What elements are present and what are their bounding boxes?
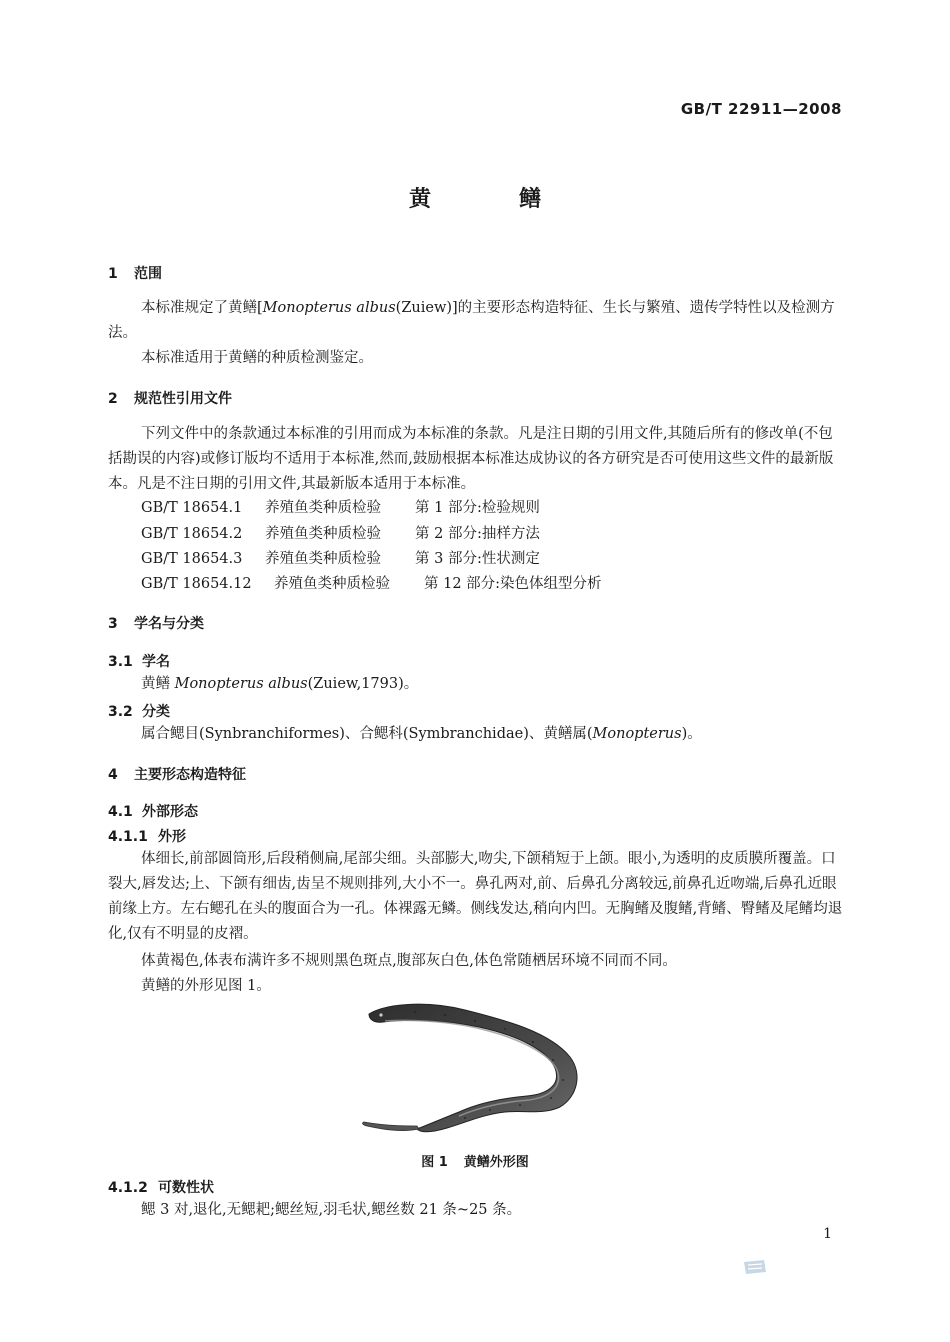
title-char-2: 鳝 xyxy=(519,187,542,212)
section-1-heading: 1 范围 xyxy=(108,266,162,282)
section-2-heading: 2 规范性引用文件 xyxy=(108,391,232,407)
section-3-2-heading: 3.2 分类 xyxy=(108,704,170,720)
eel-eye xyxy=(379,1013,382,1016)
eel-head xyxy=(369,1004,577,1132)
section-4-1-1-paragraph-3: 黄鳝的外形见图 1。 xyxy=(141,978,271,994)
section-1-paragraph-2: 本标准适用于黄鳝的种质检测鉴定。 xyxy=(141,350,373,366)
eel-figure xyxy=(355,1002,595,1137)
reference-item: GB/T 18654.3 养殖鱼类种质检验 第 3 部分:性状测定 xyxy=(141,551,540,567)
section-3-2-text: 属合鳃目(Synbranchiformes)、合鳃科(Symbranchidae)、黄鳝属(Monopterus)。 xyxy=(141,726,702,742)
section-4-1-2-paragraph-1: 鳃 3 对,退化,无鳃耙;鳃丝短,羽毛状,鳃丝数 21 条~25 条。 xyxy=(141,1202,522,1218)
section-4-heading: 4 主要形态构造特征 xyxy=(108,767,246,783)
section-3-heading: 3 学名与分类 xyxy=(108,616,204,632)
section-4-1-1-heading: 4.1.1 外形 xyxy=(108,829,186,845)
scientific-name: Monopterus albus xyxy=(174,676,308,692)
standard-code: GB/T 22911—2008 xyxy=(680,100,842,118)
document-title xyxy=(0,182,950,213)
title-char-1: 黄 xyxy=(408,187,431,212)
section-4-1-1-paragraph-1: 体细长,前部圆筒形,后段稍侧扁,尾部尖细。头部膨大,吻尖,下颌稍短于上颌。眼小,为透明的皮质膜所覆盖。口裂大,唇发达;上、下颌有细齿,齿呈不规则排列,大小不一。鼻孔两对,前、后鼻孔分离较远,前鼻孔近吻端,后鼻孔近眼前缘上方。左右鳃孔在头的腹面合为一孔。体裸露无鳞。侧线发达,稍向内凹。无胸鳍及腹鳍,背鳍、臀鳍及尾鳍均退化,仅有不明显的皮褶。 xyxy=(108,851,843,942)
section-3-1-heading: 3.1 学名 xyxy=(108,654,170,670)
scientific-name: Monopterus albus xyxy=(262,300,396,316)
section-2-paragraph-1: 下列文件中的条款通过本标准的引用而成为本标准的条款。凡是注日期的引用文件,其随后所有的修改单(不包括勘误的内容)或修订版均不适用于本标准,然而,鼓励根据本标准达成协议的各方研究是否可使用这些文件的最新版本。凡是不注日期的引用文件,其最新版本适用于本标准。 xyxy=(108,426,834,492)
scientific-name: Monopterus xyxy=(592,726,682,742)
figure-caption: 图 1 黄鳝外形图 xyxy=(421,1155,529,1170)
section-1-paragraph-1: 本标准规定了黄鳝[Monopterus albus(Zuiew)]的主要形态构造特征、生长与繁殖、遗传学特性以及检测方法。 xyxy=(108,300,835,341)
watermark-logo-icon xyxy=(742,1258,768,1276)
section-4-1-2-heading: 4.1.2 可数性状 xyxy=(108,1180,214,1196)
reference-item: GB/T 18654.1 养殖鱼类种质检验 第 1 部分:检验规则 xyxy=(141,500,540,516)
page-number: 1 xyxy=(823,1226,832,1242)
section-4-1-1-paragraph-2: 体黄褐色,体表布满许多不规则黑色斑点,腹部灰白色,体色常随栖居环境不同而不同。 xyxy=(141,953,677,969)
section-4-1-heading: 4.1 外部形态 xyxy=(108,804,198,820)
section-3-1-text: 黄鳝 Monopterus albus(Zuiew,1793)。 xyxy=(141,676,419,692)
eel-tail xyxy=(363,1122,419,1130)
reference-item: GB/T 18654.12 养殖鱼类种质检验 第 12 部分:染色体组型分析 xyxy=(141,576,602,592)
reference-item: GB/T 18654.2 养殖鱼类种质检验 第 2 部分:抽样方法 xyxy=(141,526,540,542)
